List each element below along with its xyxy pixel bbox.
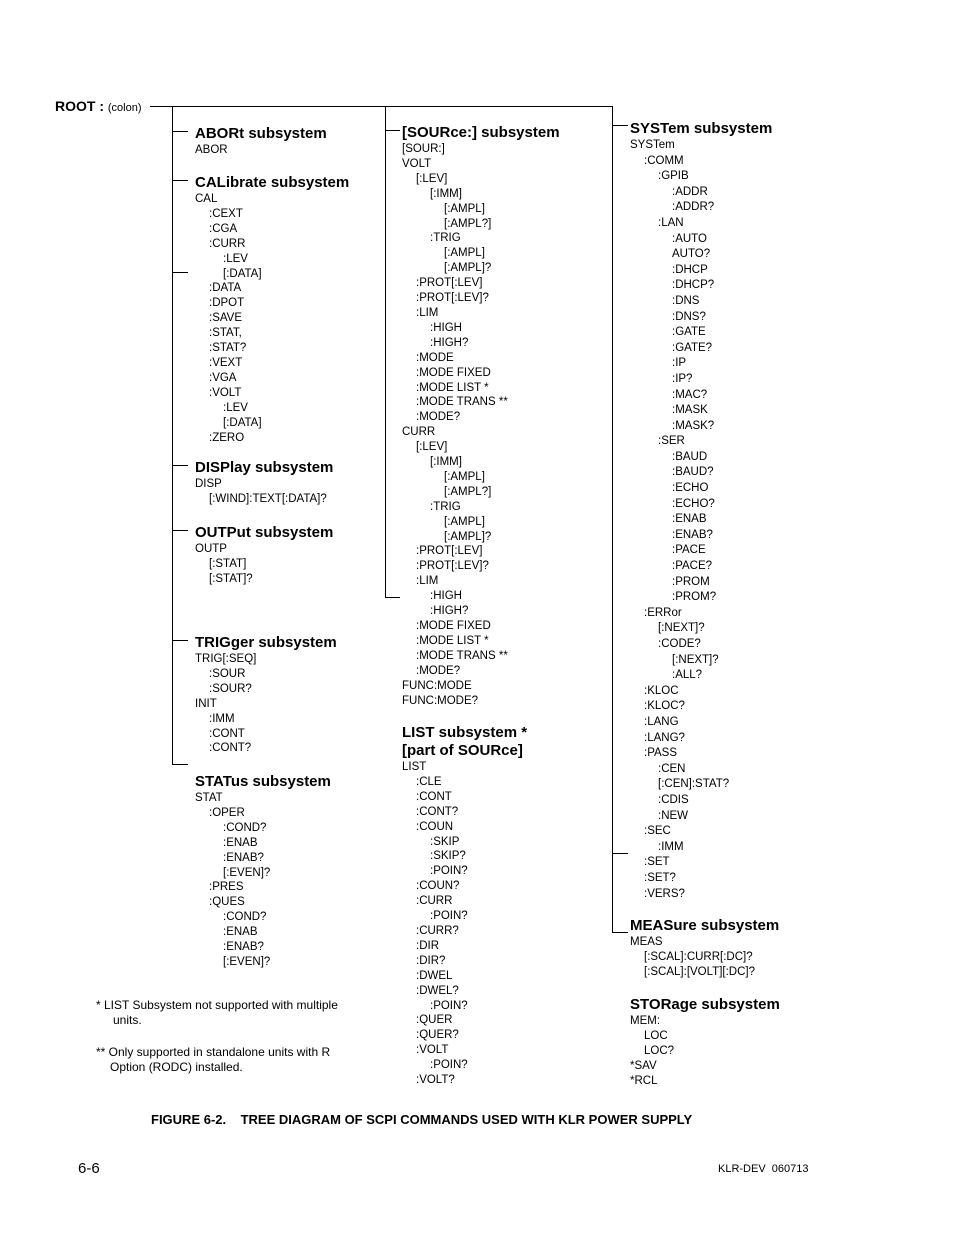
footnote-list-line1: * LIST Subsystem not supported with multiple [96, 998, 338, 1012]
footnote-list-support [96, 998, 338, 1028]
command-item: INIT [195, 697, 217, 710]
command-item: DISP [195, 478, 222, 490]
command-item: :MODE FIXED [416, 620, 491, 632]
command-item: [:AMPL] [444, 515, 485, 528]
command-item: :SKIP [430, 835, 460, 848]
command-item: [:AMPL?] [444, 485, 492, 498]
command-item: :DIR [416, 939, 439, 952]
trigger-title: TRIGger subsystem [195, 634, 337, 651]
command-item: :AUTO [672, 232, 707, 245]
command-item: :DNS [672, 294, 700, 307]
command-item: LOC? [644, 1044, 675, 1057]
output-commands [195, 542, 333, 587]
command-item: :SEC [644, 825, 671, 838]
command-item: :STAT? [209, 342, 247, 355]
command-item: :CLE [416, 775, 442, 788]
document-id: KLR-DEV 060713 [718, 1163, 809, 1175]
command-item: :PROT[:LEV] [416, 545, 483, 558]
command-item: :COUN [416, 820, 454, 833]
source-commands [402, 142, 560, 708]
command-item: [:LEV] [416, 441, 448, 454]
command-item: :GATE [672, 326, 706, 339]
command-item: :MODE FIXED [416, 366, 491, 379]
command-item: :MODE TRANS ** [416, 396, 508, 409]
command-item: :PACE [672, 544, 706, 557]
command-item: :ENAB? [672, 528, 713, 541]
command-item: :CGA [209, 222, 238, 235]
command-item: :SET? [644, 871, 676, 884]
command-item: :COND? [223, 911, 267, 924]
command-item: :DPOT [209, 297, 245, 310]
command-item: :PROT[:LEV]? [416, 292, 489, 305]
trigger-subsystem [195, 634, 337, 756]
command-item: [:IMM] [430, 456, 462, 469]
command-item: :POIN? [430, 999, 468, 1012]
command-item: VOLT [402, 157, 432, 170]
command-item: :MAC? [672, 388, 708, 401]
command-item: :IP? [672, 372, 693, 385]
command-item: :ENAB [672, 513, 707, 526]
command-item: :MASK? [672, 419, 715, 432]
command-item: :VGA [209, 371, 237, 384]
command-item: :MODE? [416, 411, 461, 424]
command-item: :CONT [416, 790, 452, 803]
command-item: :HIGH [430, 590, 462, 603]
command-item: :CDIS [658, 793, 689, 806]
measure-subsystem [630, 917, 779, 980]
command-item: [:NEXT]? [672, 653, 719, 666]
status-title: STATus subsystem [195, 773, 331, 790]
calibrate-subsystem [195, 174, 349, 445]
command-item: :ADDR [672, 185, 708, 198]
command-item: :ECHO [672, 482, 709, 495]
command-item: :DNS? [672, 310, 706, 323]
command-item: :LAN [658, 216, 684, 229]
output-subsystem [195, 524, 333, 587]
command-item: :VOLT? [416, 1074, 455, 1087]
command-item: :CODE? [658, 638, 701, 650]
command-item: [:STAT]? [209, 572, 253, 585]
command-item: TRIG[:SEQ] [195, 653, 257, 665]
command-item: :DWEL [416, 969, 453, 982]
command-item: :MODE? [416, 664, 461, 677]
command-item: :ENAB [223, 926, 258, 939]
system-commands [630, 138, 772, 902]
command-item: [:STAT] [209, 557, 247, 570]
command-item: :MODE LIST * [416, 634, 489, 647]
command-item: [:DATA] [223, 416, 262, 429]
command-item: [:AMPL]? [444, 262, 492, 275]
command-item: ABOR [195, 144, 228, 156]
abort-commands [195, 143, 327, 158]
footnote-standalone-line2: Option (RODC) installed. [110, 1060, 243, 1074]
source-subsystem [402, 124, 560, 708]
status-subsystem [195, 773, 331, 970]
command-item: [:AMPL]? [444, 530, 492, 543]
command-item: :MODE TRANS ** [416, 649, 508, 662]
command-item: :MODE LIST * [416, 381, 489, 394]
footnote-standalone-line1: ** Only supported in standalone units with R [96, 1045, 331, 1059]
command-item: [:EVEN]? [223, 866, 271, 879]
command-item: :DATA [209, 282, 242, 295]
storage-title: STORage subsystem [630, 996, 780, 1013]
command-item: :BAUD [672, 450, 708, 463]
command-item: [:IMM] [430, 187, 462, 200]
command-item: :POIN? [430, 865, 468, 878]
status-commands [195, 791, 331, 970]
command-item: :CURR [209, 237, 246, 250]
display-subsystem [195, 459, 333, 507]
calibrate-commands [195, 192, 349, 445]
source-title: [SOURce:] subsystem [402, 124, 560, 141]
command-item: :MODE [416, 351, 454, 364]
command-item: :PROM [672, 575, 710, 588]
command-item: :DHCP? [672, 279, 715, 292]
command-item: MEAS [630, 936, 663, 948]
measure-commands [630, 935, 779, 980]
command-item: :ADDR? [672, 201, 715, 214]
command-item: :SER [658, 435, 685, 448]
measure-title: MEASure subsystem [630, 917, 780, 934]
abort-subsystem [195, 125, 327, 158]
command-item: :PROM? [672, 591, 717, 604]
command-item: :IMM [209, 712, 235, 725]
command-item: *RCL [630, 1074, 658, 1087]
command-item: :ECHO? [672, 497, 715, 510]
system-title: SYSTem subsystem [630, 120, 773, 137]
command-item: :LIM [416, 575, 439, 588]
command-item: :SOUR [209, 667, 246, 680]
command-item: :ENAB? [223, 941, 264, 954]
command-item: :ENAB [223, 836, 258, 849]
command-item: :TRIG [430, 500, 461, 513]
command-item: :CURR? [416, 924, 459, 937]
command-item: :QUES [209, 896, 245, 909]
command-item: FUNC:MODE [402, 679, 472, 692]
command-item: :CONT [209, 727, 245, 740]
command-item: :LANG [644, 715, 679, 728]
command-item: :PASS [644, 747, 678, 760]
abort-title: ABORt subsystem [195, 125, 327, 142]
command-item: :OPER [209, 806, 245, 819]
command-item: :VERS? [644, 887, 685, 900]
command-item: :ALL? [672, 669, 703, 682]
command-item: :BAUD? [672, 466, 714, 479]
command-item: :ZERO [209, 431, 245, 444]
command-item: LOC [644, 1029, 668, 1042]
command-item: :POIN? [430, 910, 468, 923]
command-item: STAT [195, 792, 223, 804]
command-item: :SAVE [209, 312, 243, 325]
command-item: *SAV [630, 1059, 657, 1072]
command-item: [:EVEN]? [223, 955, 271, 968]
command-item: :PRES [209, 881, 244, 894]
system-subsystem [630, 120, 772, 902]
command-item: SYSTem [630, 139, 675, 151]
command-item: FUNC:MODE? [402, 694, 479, 707]
command-item: :ERRor [644, 606, 682, 619]
command-item: :HIGH [430, 321, 462, 334]
display-commands [195, 477, 333, 507]
command-item: :CEXT [209, 207, 243, 220]
command-item: [:AMPL] [444, 470, 485, 483]
command-item: [:CEN]:STAT? [658, 778, 730, 791]
output-title: OUTPut subsystem [195, 524, 334, 541]
command-item: :ENAB? [223, 851, 264, 864]
command-item: :LEV [223, 252, 248, 265]
command-item: :CEN [658, 762, 686, 775]
command-item: [:DATA] [223, 267, 262, 280]
command-item: :PROT[:LEV] [416, 277, 483, 290]
command-item: :IP [672, 357, 687, 370]
command-item: OUTP [195, 543, 227, 555]
command-item: CAL [195, 193, 218, 205]
page-number: 6-6 [78, 1160, 100, 1177]
root-label: ROOT : [55, 98, 104, 114]
footnote-standalone [96, 1045, 330, 1075]
command-item: :DHCP [672, 263, 708, 276]
command-item: :COUN? [416, 880, 460, 893]
calibrate-title: CALibrate subsystem [195, 174, 350, 191]
root-node [55, 98, 142, 114]
root-sublabel: (colon) [107, 102, 142, 114]
command-item: :LEV [223, 401, 248, 414]
list-title: LIST subsystem * [402, 724, 528, 741]
command-item: :QUER? [416, 1029, 459, 1042]
command-item: :POIN? [430, 1059, 468, 1072]
command-item: [SOUR:] [402, 143, 445, 155]
command-item: [:LEV] [416, 172, 448, 185]
storage-subsystem [630, 996, 780, 1089]
command-item: :DWEL? [416, 984, 459, 997]
figure-caption: FIGURE 6-2. TREE DIAGRAM OF SCPI COMMANDS USED WITH KLR POWER SUPPLY [151, 1112, 693, 1127]
command-item: :DIR? [416, 954, 446, 967]
command-item: MEM: [630, 1015, 661, 1027]
command-item: :VOLT [416, 1044, 449, 1057]
command-item: :VEXT [209, 356, 243, 369]
display-title: DISPlay subsystem [195, 459, 334, 476]
list-title-line2: [part of SOURce] [402, 742, 523, 759]
command-item: :PROT[:LEV]? [416, 560, 489, 573]
command-item: :VOLT [209, 386, 242, 399]
command-item: [:AMPL?] [444, 217, 492, 230]
command-item: :COMM [644, 154, 684, 167]
list-subsystem [402, 724, 527, 1088]
command-item: [:SCAL]:CURR[:DC]? [644, 950, 753, 963]
trigger-commands [195, 652, 337, 756]
command-item: :CONT? [209, 742, 252, 755]
command-item: :NEW [658, 809, 689, 822]
command-item: :STAT, [209, 327, 242, 340]
command-item: :LIM [416, 306, 439, 319]
storage-commands [630, 1014, 780, 1089]
command-item: :PACE? [672, 560, 713, 573]
command-item: :HIGH? [430, 336, 469, 349]
command-item: :MASK [672, 404, 708, 417]
command-item: :CONT? [416, 805, 459, 818]
command-item: [:NEXT]? [658, 622, 705, 635]
command-item: [:AMPL] [444, 247, 485, 260]
command-item: :QUER [416, 1014, 453, 1027]
command-item: :HIGH? [430, 605, 469, 618]
command-item: :SKIP? [430, 850, 466, 863]
command-item: :COND? [223, 821, 267, 834]
footnote-list-line2: units. [113, 1013, 142, 1027]
command-item: AUTO? [672, 248, 711, 261]
command-item: [:WIND]:TEXT[:DATA]? [209, 492, 327, 505]
command-item: :CURR [416, 895, 453, 908]
command-item: :KLOC [644, 684, 679, 697]
command-item: [:SCAL]:[VOLT][:DC]? [644, 965, 755, 978]
command-item: :GATE? [672, 341, 713, 354]
command-item: :GPIB [658, 170, 689, 183]
command-item: :LANG? [644, 731, 685, 744]
command-item: :IMM [658, 840, 684, 853]
command-item: [:AMPL] [444, 202, 485, 215]
list-commands [402, 760, 527, 1088]
command-item: CURR [402, 426, 436, 439]
command-item: :KLOC? [644, 700, 685, 713]
command-item: :SOUR? [209, 682, 252, 695]
command-item: :SET [644, 856, 670, 869]
command-item: :TRIG [430, 232, 461, 245]
command-item: LIST [402, 761, 427, 773]
